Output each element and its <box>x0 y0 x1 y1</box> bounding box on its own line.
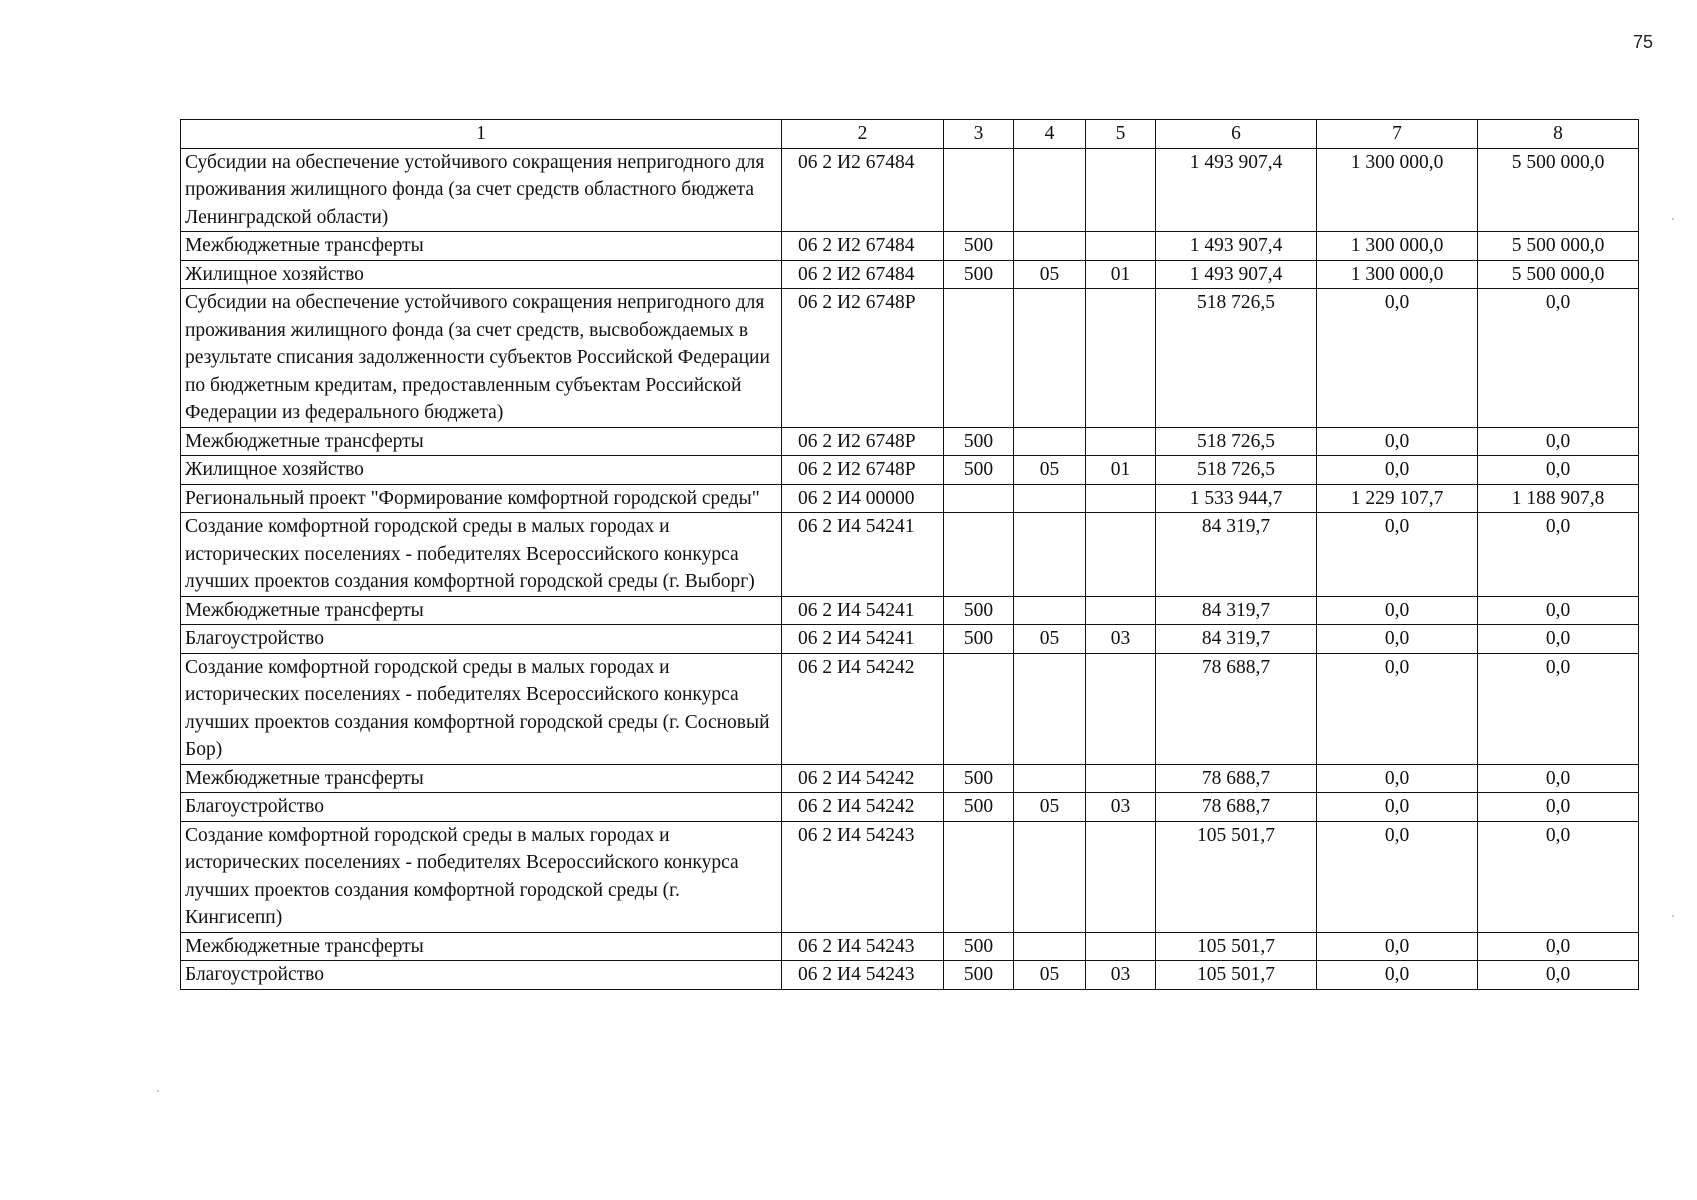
cell-col3: 500 <box>944 260 1014 289</box>
cell-name: Региональный проект "Формирование комфортной городской среды" <box>181 484 782 513</box>
cell-col5 <box>1086 821 1156 932</box>
cell-col6: 518 726,5 <box>1156 289 1317 428</box>
cell-col7: 0,0 <box>1317 653 1478 764</box>
cell-col5 <box>1086 427 1156 456</box>
header-cell-7: 7 <box>1317 120 1478 149</box>
cell-code: 06 2 И4 54242 <box>782 653 944 764</box>
cell-col4 <box>1014 148 1086 232</box>
cell-col4: 05 <box>1014 456 1086 485</box>
cell-col6: 84 319,7 <box>1156 596 1317 625</box>
cell-col8: 0,0 <box>1478 456 1639 485</box>
cell-col3 <box>944 653 1014 764</box>
header-cell-1: 1 <box>181 120 782 149</box>
table-header-row <box>181 120 1639 149</box>
cell-name: Межбюджетные трансферты <box>181 596 782 625</box>
cell-col4 <box>1014 932 1086 961</box>
cell-col7: 0,0 <box>1317 456 1478 485</box>
cell-col8: 0,0 <box>1478 513 1639 597</box>
cell-col3 <box>944 484 1014 513</box>
cell-col5 <box>1086 932 1156 961</box>
cell-col8: 0,0 <box>1478 289 1639 428</box>
cell-col6: 84 319,7 <box>1156 513 1317 597</box>
table-row <box>181 456 1639 485</box>
cell-col7: 0,0 <box>1317 932 1478 961</box>
cell-col5: 03 <box>1086 961 1156 990</box>
cell-col5 <box>1086 232 1156 261</box>
cell-code: 06 2 И2 67484 <box>782 148 944 232</box>
cell-col6: 518 726,5 <box>1156 456 1317 485</box>
cell-name: Создание комфортной городской среды в малых городах и исторических поселениях - победителях Всероссийского конкурса лучших проектов создания комфортной городской среды (г. Выборг) <box>181 513 782 597</box>
cell-name: Благоустройство <box>181 625 782 654</box>
cell-name: Межбюджетные трансферты <box>181 427 782 456</box>
cell-col5 <box>1086 289 1156 428</box>
header-cell-2: 2 <box>782 120 944 149</box>
cell-col4 <box>1014 764 1086 793</box>
table-row <box>181 764 1639 793</box>
cell-col4: 05 <box>1014 260 1086 289</box>
cell-col3: 500 <box>944 764 1014 793</box>
cell-col7: 1 229 107,7 <box>1317 484 1478 513</box>
cell-col4 <box>1014 484 1086 513</box>
cell-col7: 0,0 <box>1317 821 1478 932</box>
table-row <box>181 484 1639 513</box>
header-cell-5: 5 <box>1086 120 1156 149</box>
cell-col4 <box>1014 513 1086 597</box>
cell-col4 <box>1014 289 1086 428</box>
table-row <box>181 427 1639 456</box>
cell-name: Жилищное хозяйство <box>181 456 782 485</box>
cell-col4 <box>1014 596 1086 625</box>
cell-col7: 1 300 000,0 <box>1317 148 1478 232</box>
cell-col6: 1 493 907,4 <box>1156 260 1317 289</box>
table-row <box>181 148 1639 232</box>
cell-code: 06 2 И2 67484 <box>782 232 944 261</box>
scan-speck <box>1672 218 1674 220</box>
cell-col8: 0,0 <box>1478 625 1639 654</box>
cell-col6: 84 319,7 <box>1156 625 1317 654</box>
cell-col6: 105 501,7 <box>1156 821 1317 932</box>
cell-name: Субсидии на обеспечение устойчивого сокращения непригодного для проживания жилищного фонда (за счет средств, высвобождаемых в результате списания задолженности субъектов Российской Федерации по бюджетным кредитам, предоставленным субъектам Российской Федерации из федерального бюджета) <box>181 289 782 428</box>
cell-col6: 1 493 907,4 <box>1156 232 1317 261</box>
budget-table <box>180 119 1639 990</box>
cell-col6: 105 501,7 <box>1156 961 1317 990</box>
cell-name: Межбюджетные трансферты <box>181 932 782 961</box>
cell-name: Межбюджетные трансферты <box>181 764 782 793</box>
cell-col3: 500 <box>944 456 1014 485</box>
table-row <box>181 289 1639 428</box>
cell-name: Создание комфортной городской среды в малых городах и исторических поселениях - победителях Всероссийского конкурса лучших проектов создания комфортной городской среды (г. Кингисепп) <box>181 821 782 932</box>
cell-code: 06 2 И2 6748Р <box>782 289 944 428</box>
cell-col7: 0,0 <box>1317 289 1478 428</box>
cell-col8: 0,0 <box>1478 821 1639 932</box>
cell-col8: 5 500 000,0 <box>1478 260 1639 289</box>
cell-col6: 105 501,7 <box>1156 932 1317 961</box>
cell-code: 06 2 И4 54242 <box>782 764 944 793</box>
cell-col8: 0,0 <box>1478 932 1639 961</box>
cell-col5 <box>1086 764 1156 793</box>
cell-name: Создание комфортной городской среды в малых городах и исторических поселениях - победителях Всероссийского конкурса лучших проектов создания комфортной городской среды (г. Сосновый Бор) <box>181 653 782 764</box>
cell-col5 <box>1086 484 1156 513</box>
budget-table-body <box>181 120 1639 990</box>
cell-col7: 0,0 <box>1317 764 1478 793</box>
table-row <box>181 260 1639 289</box>
cell-col8: 0,0 <box>1478 596 1639 625</box>
header-cell-4: 4 <box>1014 120 1086 149</box>
cell-col5: 01 <box>1086 456 1156 485</box>
cell-col5: 01 <box>1086 260 1156 289</box>
cell-col8: 0,0 <box>1478 427 1639 456</box>
cell-code: 06 2 И4 54242 <box>782 793 944 822</box>
cell-col3 <box>944 513 1014 597</box>
table-row <box>181 793 1639 822</box>
cell-col3 <box>944 821 1014 932</box>
cell-col4 <box>1014 821 1086 932</box>
cell-code: 06 2 И4 54243 <box>782 821 944 932</box>
cell-code: 06 2 И4 54241 <box>782 596 944 625</box>
cell-col7: 1 300 000,0 <box>1317 260 1478 289</box>
table-row <box>181 821 1639 932</box>
cell-col8: 5 500 000,0 <box>1478 148 1639 232</box>
header-cell-8: 8 <box>1478 120 1639 149</box>
table-row <box>181 513 1639 597</box>
cell-col6: 78 688,7 <box>1156 764 1317 793</box>
cell-col3: 500 <box>944 596 1014 625</box>
cell-name: Благоустройство <box>181 961 782 990</box>
cell-col4 <box>1014 232 1086 261</box>
table-row <box>181 232 1639 261</box>
cell-col6: 1 533 944,7 <box>1156 484 1317 513</box>
cell-name: Субсидии на обеспечение устойчивого сокращения непригодного для проживания жилищного фонда (за счет средств областного бюджета Ленинградской области) <box>181 148 782 232</box>
page-number: 75 <box>1633 32 1654 52</box>
cell-code: 06 2 И4 54243 <box>782 932 944 961</box>
cell-col7: 0,0 <box>1317 513 1478 597</box>
header-cell-6: 6 <box>1156 120 1317 149</box>
cell-code: 06 2 И4 54241 <box>782 513 944 597</box>
cell-col7: 0,0 <box>1317 793 1478 822</box>
cell-col3 <box>944 289 1014 428</box>
cell-col6: 1 493 907,4 <box>1156 148 1317 232</box>
header-cell-3: 3 <box>944 120 1014 149</box>
scan-speck <box>1672 915 1674 917</box>
cell-col7: 0,0 <box>1317 961 1478 990</box>
cell-code: 06 2 И2 6748Р <box>782 456 944 485</box>
cell-col7: 1 300 000,0 <box>1317 232 1478 261</box>
cell-name: Жилищное хозяйство <box>181 260 782 289</box>
cell-col5: 03 <box>1086 793 1156 822</box>
cell-col4: 05 <box>1014 793 1086 822</box>
cell-name: Благоустройство <box>181 793 782 822</box>
cell-col3: 500 <box>944 625 1014 654</box>
cell-col6: 518 726,5 <box>1156 427 1317 456</box>
table-row <box>181 653 1639 764</box>
cell-code: 06 2 И4 54241 <box>782 625 944 654</box>
table-row <box>181 625 1639 654</box>
cell-col3 <box>944 148 1014 232</box>
cell-col4 <box>1014 427 1086 456</box>
cell-col6: 78 688,7 <box>1156 653 1317 764</box>
cell-col5: 03 <box>1086 625 1156 654</box>
cell-col8: 1 188 907,8 <box>1478 484 1639 513</box>
cell-col8: 0,0 <box>1478 961 1639 990</box>
cell-col8: 0,0 <box>1478 793 1639 822</box>
cell-col5 <box>1086 513 1156 597</box>
cell-col6: 78 688,7 <box>1156 793 1317 822</box>
cell-code: 06 2 И4 54243 <box>782 961 944 990</box>
cell-code: 06 2 И4 00000 <box>782 484 944 513</box>
cell-col7: 0,0 <box>1317 625 1478 654</box>
table-row <box>181 596 1639 625</box>
cell-col3: 500 <box>944 427 1014 456</box>
cell-col4: 05 <box>1014 961 1086 990</box>
cell-col4: 05 <box>1014 625 1086 654</box>
cell-col3: 500 <box>944 232 1014 261</box>
cell-col7: 0,0 <box>1317 427 1478 456</box>
scan-speck <box>157 1090 159 1092</box>
cell-col4 <box>1014 653 1086 764</box>
cell-col8: 0,0 <box>1478 764 1639 793</box>
cell-col5 <box>1086 596 1156 625</box>
cell-code: 06 2 И2 67484 <box>782 260 944 289</box>
cell-col5 <box>1086 653 1156 764</box>
cell-code: 06 2 И2 6748Р <box>782 427 944 456</box>
cell-name: Межбюджетные трансферты <box>181 232 782 261</box>
cell-col8: 0,0 <box>1478 653 1639 764</box>
cell-col3: 500 <box>944 793 1014 822</box>
cell-col5 <box>1086 148 1156 232</box>
cell-col3: 500 <box>944 932 1014 961</box>
cell-col3: 500 <box>944 961 1014 990</box>
cell-col8: 5 500 000,0 <box>1478 232 1639 261</box>
table-row <box>181 932 1639 961</box>
cell-col7: 0,0 <box>1317 596 1478 625</box>
table-row <box>181 961 1639 990</box>
